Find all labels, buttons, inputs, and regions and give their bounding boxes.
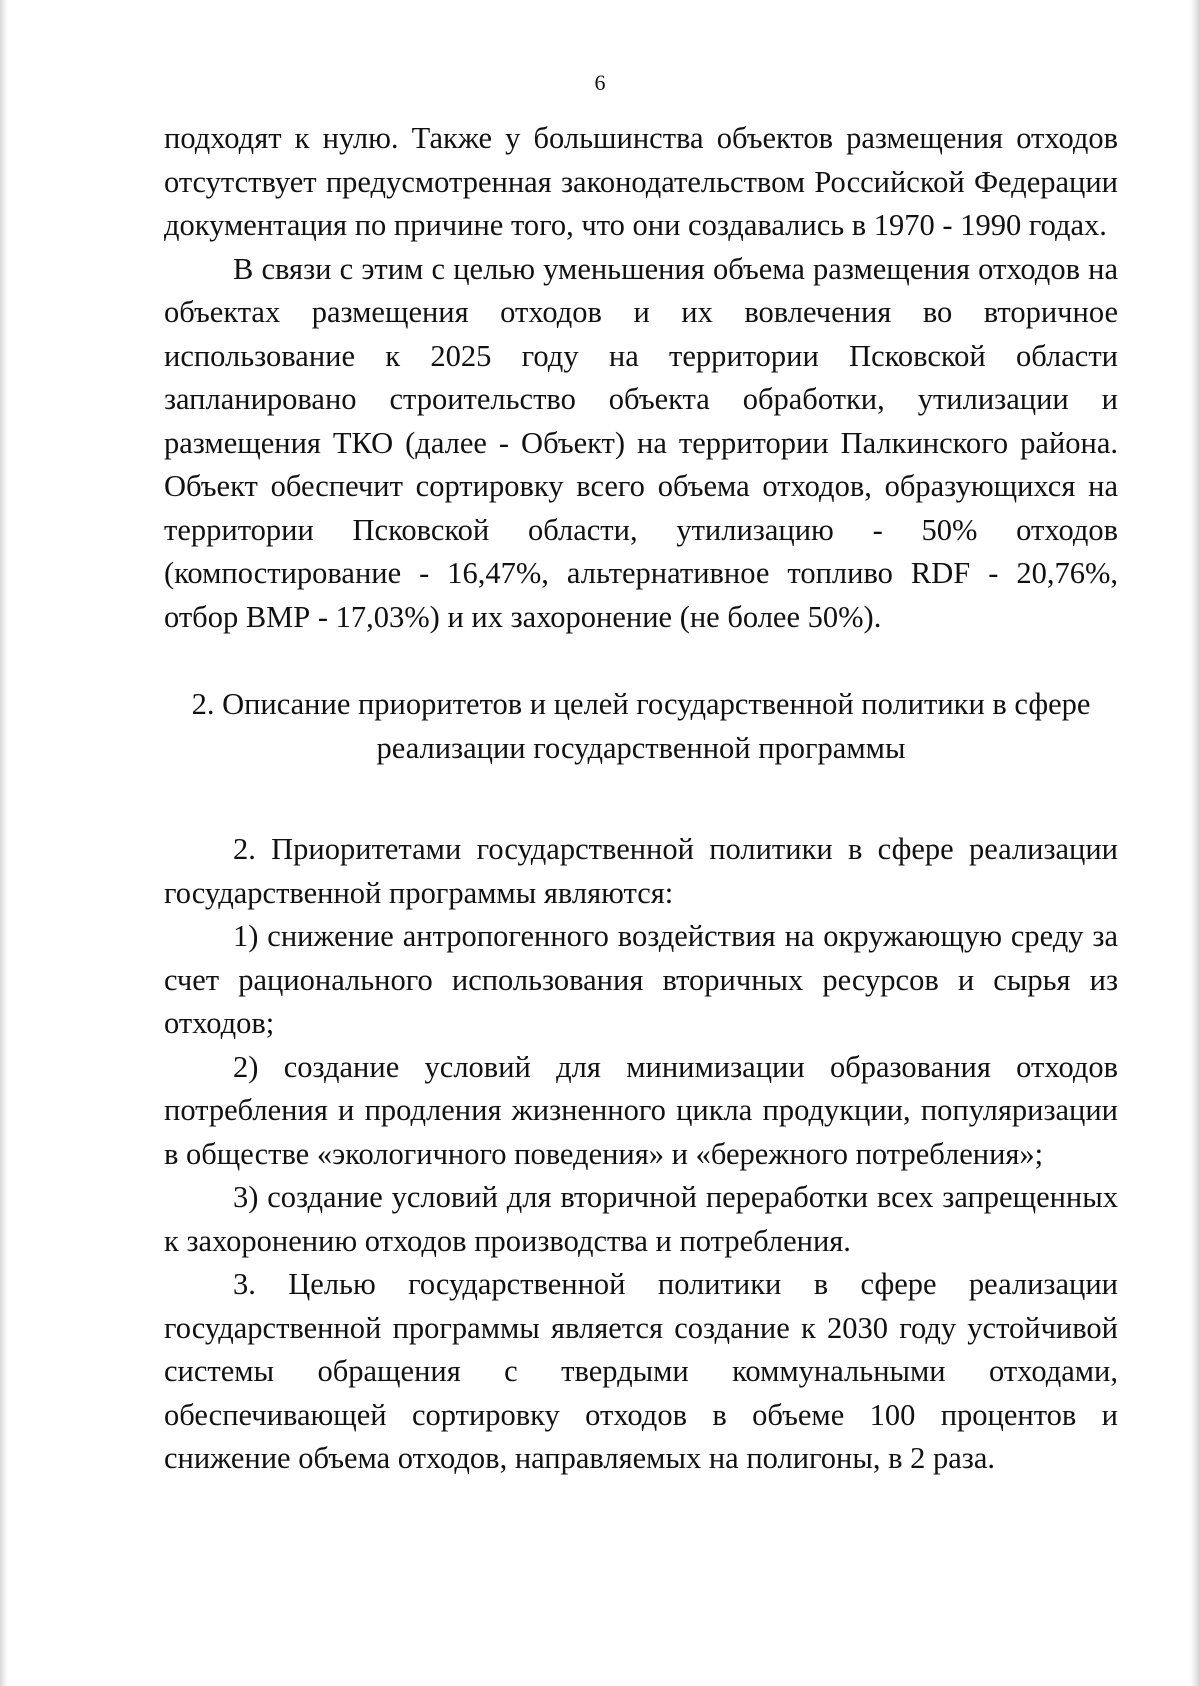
list-item-1: 1) снижение антропогенного воздействия на окружающую среду за счет рационального использования вторичных ресурсов и сырья из отходов; (164, 919, 1118, 1040)
paragraph-priorities-intro: 2. Приоритетами государственной политики в сфере реализации государственной программы являются: (164, 832, 1118, 910)
list-item-2: 2) создание условий для минимизации образования отходов потребления и продления жизненного цикла продукции, популяризации в обществе «экологичного поведения» и «бережного потребления»; (164, 1049, 1118, 1171)
scan-edge-left (0, 0, 8, 1686)
paragraph-goal: 3. Целью государственной политики в сфере реализации государственной программы является создание к 2030 году устойчивой системы обращения с твердыми коммунальными отходами, обеспечивающей сортировку отходов в объеме 100 процентов и снижение объема отходов, направляемых на полигоны, в 2 раза. (164, 1267, 1118, 1475)
section-heading-line-1: 2. Описание приоритетов и целей государственной политики в сфере (191, 687, 1091, 721)
section-heading-line-2: реализации государственной программы (376, 730, 906, 765)
section-priorities (164, 828, 1118, 1481)
section-intro (164, 117, 1118, 639)
list-item-3: 3) создание условий для вторичной переработки всех запрещенных к захоронению отходов производства и потребления. (164, 1180, 1118, 1258)
section-heading (164, 683, 1118, 770)
page-number: 6 (594, 70, 606, 95)
scan-edge-right (1190, 0, 1200, 1686)
paragraph-continuation: подходят к нулю. Также у большинства объектов размещения отходов отсутствует предусмотренная законодательством Российской Федерации документация по причине того, что они создавались в 1970 - 1990 годах. (164, 121, 1118, 242)
paragraph-plan: В связи с этим с целью уменьшения объема размещения отходов на объектах размещения отходов и их вовлечения во вторичное использование к 2025 году на территории Псковской области запланировано строительство объекта обработки, утилизации и размещения ТКО (далее - Объект) на территории Палкинского района. Объект обеспечит сортировку всего объема отходов, образующихся на территории Псковской области, утилизацию - 50% отходов (компостирование - 16,47%, альтернативное топливо RDF - 20,76%, отбор ВМР - 17,03%) и их захоронение (не более 50%). (164, 251, 1118, 634)
